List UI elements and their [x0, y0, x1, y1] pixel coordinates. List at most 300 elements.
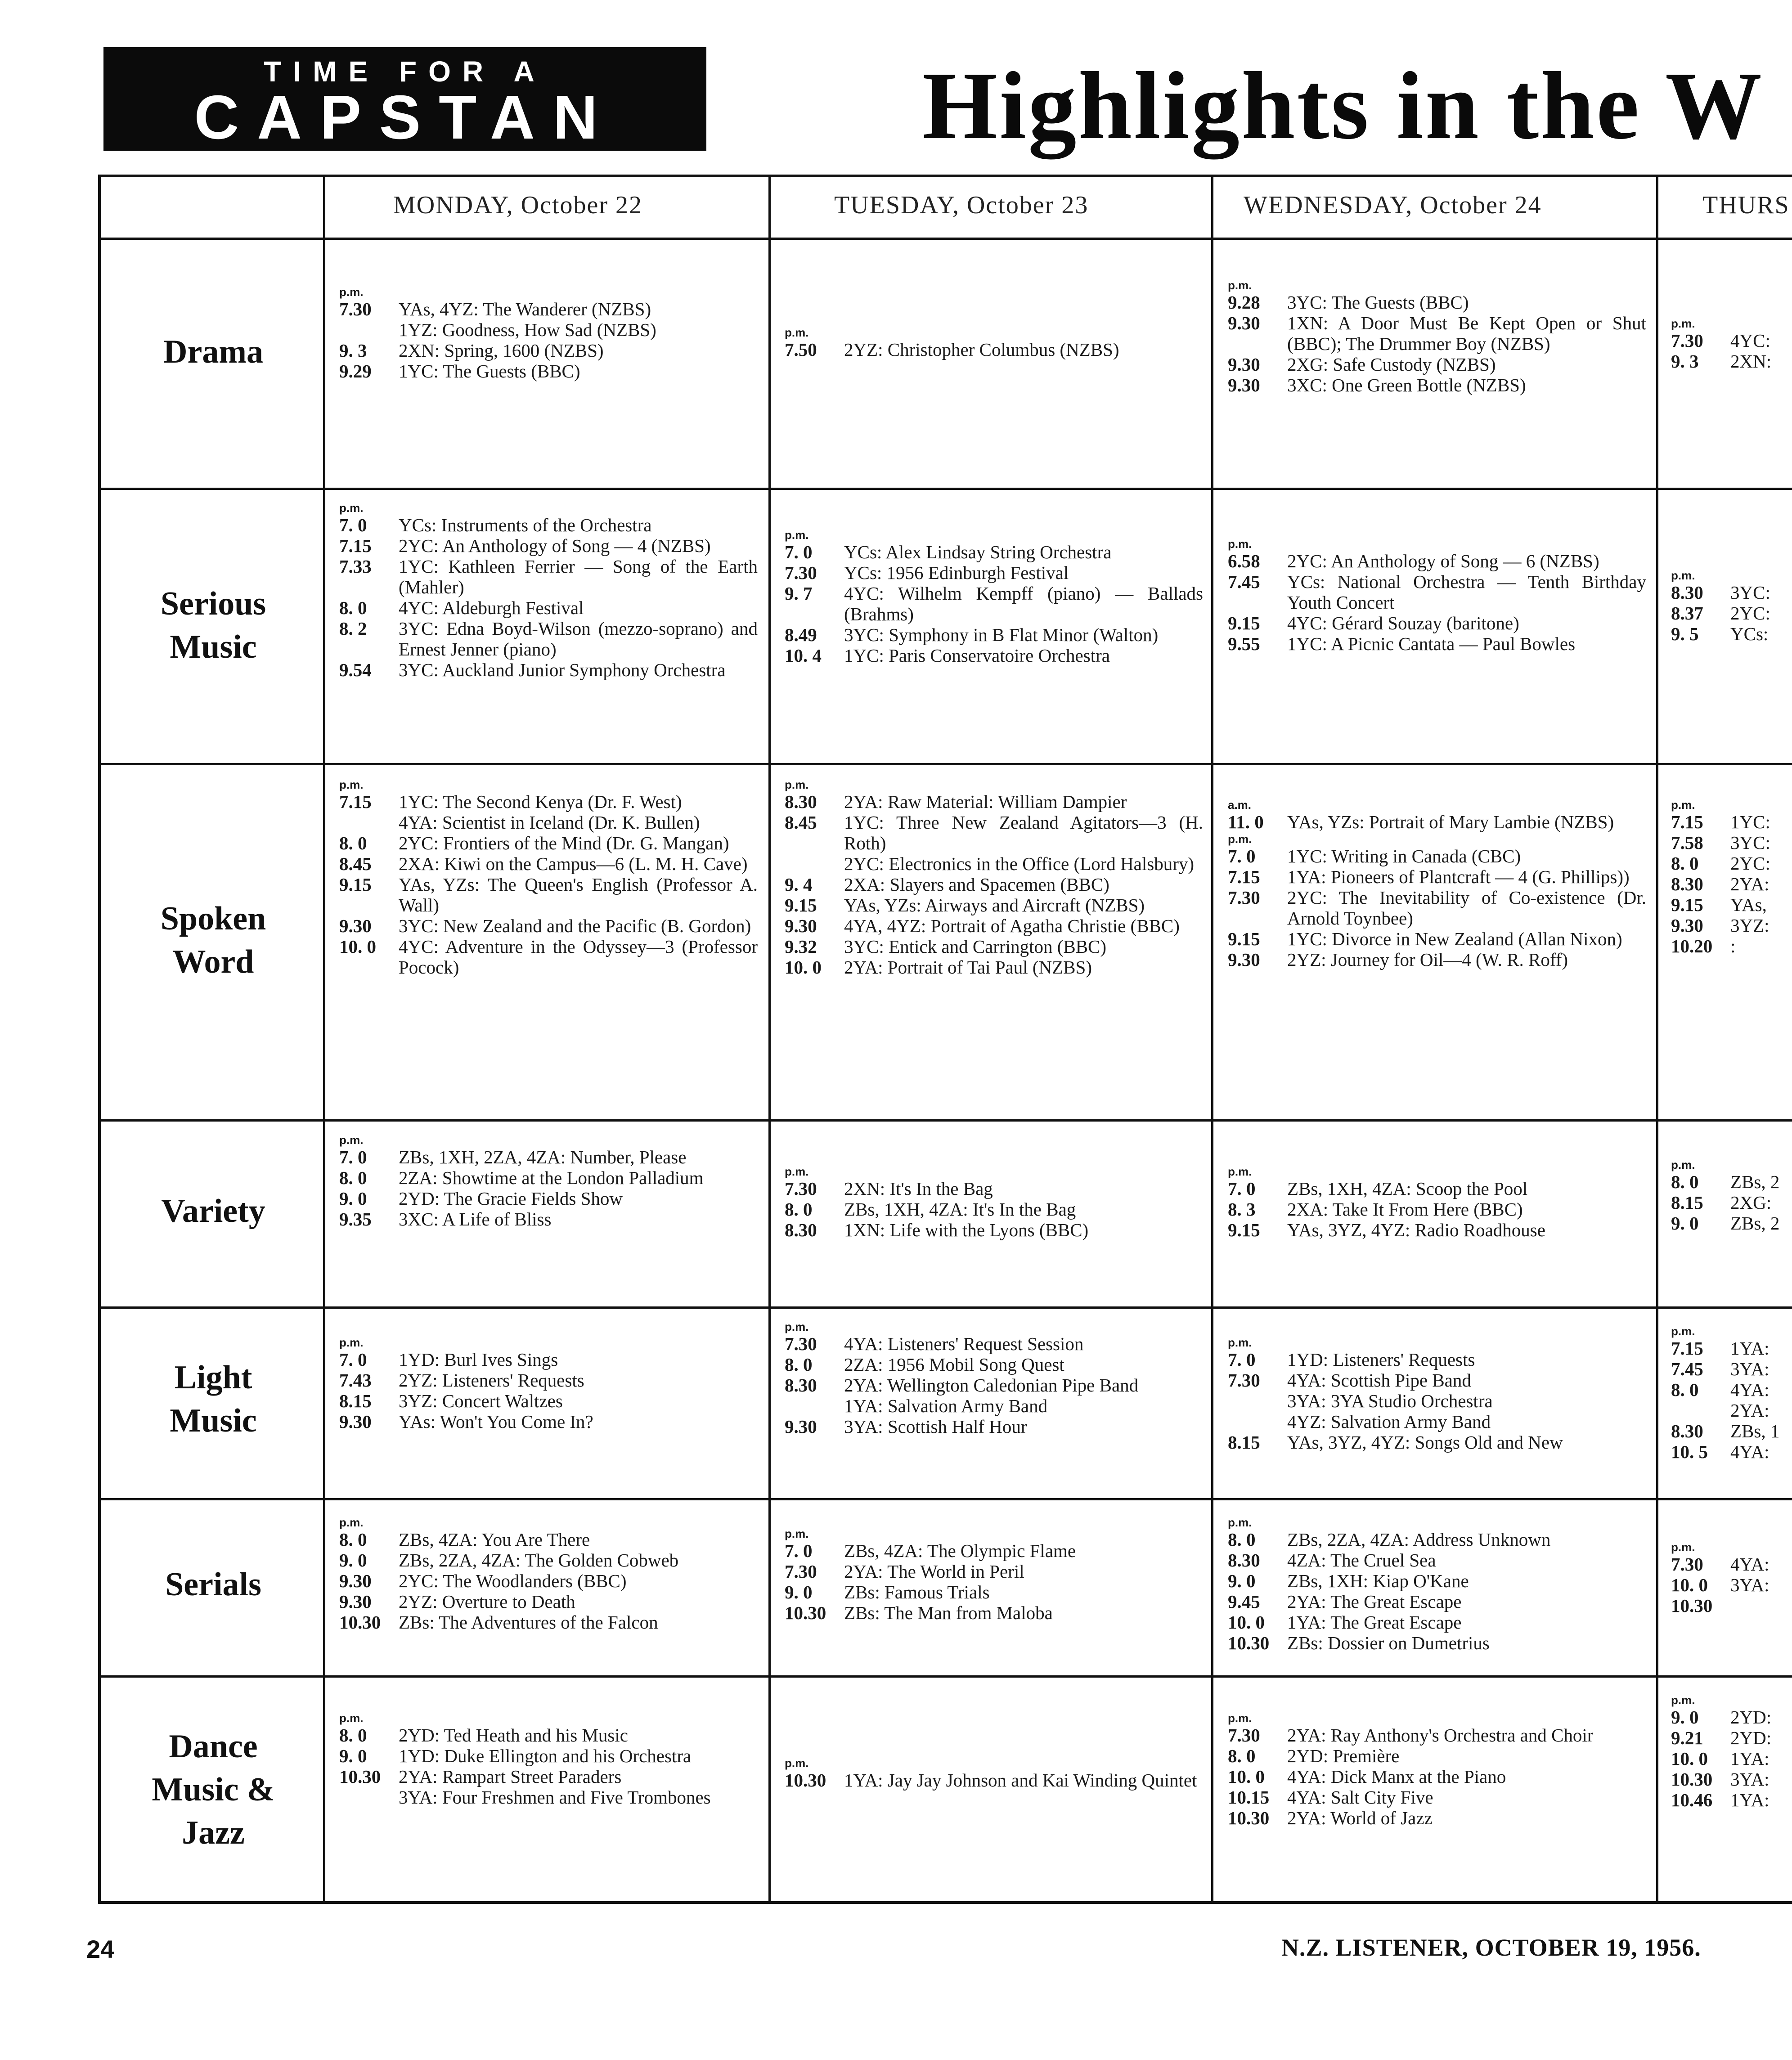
programme-entry: [339, 1571, 758, 1591]
programme-title: 2YC:: [1730, 853, 1770, 874]
programme-time: [785, 1396, 842, 1416]
category-drama: Drama: [163, 333, 263, 370]
programme-title: 4ZA: The Cruel Sea: [1287, 1550, 1436, 1571]
programme-entry: [339, 1787, 758, 1808]
row-divider: [101, 488, 1792, 490]
programme-time: [339, 1787, 397, 1808]
programme-title: 2XN:: [1730, 351, 1772, 372]
day-header-tuesday: TUESDAY, October 23: [834, 191, 1089, 219]
programme-title: 2YA: The Great Escape: [1287, 1591, 1462, 1612]
programme-entry: [1671, 1595, 1792, 1616]
column-divider: [1656, 177, 1658, 1901]
programme-entry: [1671, 915, 1792, 936]
programme-entry: [339, 1370, 758, 1391]
programme-entry: [1671, 936, 1792, 956]
programme-time: 10.30: [1228, 1633, 1270, 1653]
programme-title: 1YA: Salvation Army Band: [844, 1396, 1048, 1416]
programme-time: 8. 0: [1671, 1379, 1699, 1400]
programme-time: 7.43: [339, 1370, 372, 1391]
programme-title: 1YC: Three New Zealand Agitators—3 (H. Roth): [844, 812, 1203, 853]
programme-title: 2YC: An Anthology of Song — 4 (NZBS): [399, 535, 711, 556]
programme-time: 9.15: [785, 895, 817, 916]
category-serious-music: Serious Music: [160, 585, 266, 665]
programme-time: 9.15: [1228, 1220, 1260, 1240]
programme-title: 1YC: Divorce in New Zealand (Allan Nixon): [1287, 929, 1622, 949]
programme-entry: [1671, 1748, 1792, 1769]
programme-title: ZBs, 1XH: Kiap O'Kane: [1287, 1571, 1469, 1591]
programme-title: 2YA: Rampart Street Paraders: [399, 1766, 622, 1787]
programme-title: 2ZA: Showtime at the London Palladium: [399, 1167, 704, 1188]
programme-title: ZBs, 4ZA: You Are There: [399, 1529, 590, 1550]
time-period-label: p.m.: [1228, 1711, 1252, 1725]
programme-entry: [1671, 1171, 1792, 1192]
programme-time: 8. 0: [1228, 1746, 1256, 1766]
programme-entry: [339, 361, 758, 381]
programme-time: 8.15: [1228, 1432, 1260, 1453]
programme-entry: [1228, 846, 1646, 866]
programme-entry: [339, 556, 758, 597]
programme-entry: [339, 1349, 758, 1370]
programme-title: 3YA:: [1730, 1769, 1770, 1790]
programme-entry: [1671, 1213, 1792, 1234]
programme-entry: [339, 299, 758, 319]
programme-entry: [1228, 1178, 1646, 1199]
programme-entry: [1671, 832, 1792, 853]
programme-entry: [785, 562, 1203, 583]
programme-title: YCs:: [1730, 624, 1769, 644]
programme-time: 7.15: [1671, 1338, 1703, 1359]
programme-entry: [1228, 1787, 1646, 1808]
programme-time: [339, 319, 397, 340]
programme-time: 7.30: [1671, 330, 1703, 351]
programme-title: 2YA:: [1730, 1400, 1770, 1421]
programme-entry: [339, 1411, 758, 1432]
programme-title: 3YC:: [1730, 582, 1770, 603]
programme-entry: [785, 1199, 1203, 1220]
programme-title: 4YC: Aldeburgh Festival: [399, 597, 584, 618]
programme-time: 9.15: [1671, 894, 1703, 915]
time-period-label: p.m.: [1671, 1158, 1695, 1171]
schedule-cell: [785, 326, 1203, 483]
programme-entry: [339, 936, 758, 978]
programme-entry: [1228, 1633, 1646, 1653]
programme-time: 8. 0: [339, 1529, 367, 1550]
programme-title: YAs,: [1730, 894, 1767, 915]
programme-title: ZBs, 2ZA, 4ZA: Address Unknown: [1287, 1529, 1551, 1550]
schedule-cell: [339, 1516, 758, 1671]
programme-entry: [339, 1147, 758, 1167]
programme-entry: [1228, 1411, 1646, 1432]
row-divider: [101, 238, 1792, 240]
programme-time: 9.30: [1228, 375, 1260, 395]
programme-title: YCs: 1956 Edinburgh Festival: [844, 562, 1069, 583]
programme-time: 10. 0: [785, 957, 822, 978]
programme-title: 3XC: One Green Bottle (NZBS): [1287, 375, 1526, 395]
programme-time: 6.58: [1228, 551, 1260, 571]
programme-title: 4YA: Salt City Five: [1287, 1787, 1433, 1808]
programme-title: 2YC: Electronics in the Office (Lord Halsbury): [844, 853, 1195, 874]
time-period-label: p.m.: [339, 1516, 364, 1529]
programme-time: 8. 3: [1228, 1199, 1256, 1220]
programme-title: 4YA:: [1730, 1554, 1770, 1575]
programme-time: 9. 4: [785, 874, 813, 895]
programme-entry: [339, 1591, 758, 1612]
programme-title: 2XA: Slayers and Spacemen (BBC): [844, 874, 1109, 895]
programme-entry: [1671, 582, 1792, 603]
programme-time: 9.28: [1228, 292, 1260, 313]
programme-entry: [1671, 1421, 1792, 1441]
programme-entry: [1671, 1359, 1792, 1379]
schedule-cell: [785, 1527, 1203, 1671]
programme-time: 8. 0: [339, 1725, 367, 1746]
programme-title: ZBs, 1: [1730, 1421, 1780, 1441]
programme-title: 2YC: An Anthology of Song — 6 (NZBS): [1287, 551, 1599, 571]
time-period-label: p.m.: [1228, 832, 1252, 846]
programme-time: 7. 0: [339, 515, 367, 535]
programme-time: 9.15: [339, 874, 372, 895]
programme-entry: [339, 1188, 758, 1209]
programme-time: 9.21: [1671, 1728, 1703, 1748]
programme-title: 2YD:: [1730, 1707, 1772, 1728]
programme-entry: [1228, 1529, 1646, 1550]
programme-entry: [1671, 1441, 1792, 1462]
programme-title: 2XG:: [1730, 1192, 1772, 1213]
programme-title: 2YA: World of Jazz: [1287, 1808, 1433, 1828]
programme-entry: [785, 1354, 1203, 1375]
programme-time: 9.45: [1228, 1591, 1260, 1612]
time-period-label: p.m.: [1228, 1336, 1252, 1349]
programme-title: 2XN: Spring, 1600 (NZBS): [399, 340, 604, 361]
programme-time: 9.30: [339, 916, 372, 936]
programme-time: 8.45: [339, 853, 372, 874]
schedule-cell: [785, 1165, 1203, 1302]
programme-title: YCs: Instruments of the Orchestra: [399, 515, 652, 535]
programme-title: 3YC: Edna Boyd-Wilson (mezzo-soprano) and Ernest Jenner (piano): [399, 618, 758, 660]
programme-entry: [1671, 894, 1792, 915]
programme-time: 7.50: [785, 339, 817, 360]
time-period-label: p.m.: [1671, 569, 1695, 582]
category-spoken-word: Spoken Word: [160, 900, 266, 980]
row-divider: [101, 1119, 1792, 1122]
programme-time: 7. 0: [1228, 1349, 1256, 1370]
programme-time: 10. 4: [785, 645, 822, 666]
programme-time: 7. 0: [785, 1540, 813, 1561]
schedule-cell: [339, 1711, 758, 1896]
programme-time: 7.30: [339, 299, 372, 319]
programme-time: 8.15: [339, 1391, 372, 1411]
programme-time: 7.15: [339, 791, 372, 812]
schedule-cell: [339, 1336, 758, 1493]
programme-title: 3YA:: [1730, 1359, 1770, 1379]
programme-time: 9.32: [785, 936, 817, 957]
programme-title: 2YC: The Inevitability of Co-existence (Dr. Arnold Toynbee): [1287, 887, 1646, 929]
schedule-cell: [339, 285, 758, 483]
programme-title: 2YA:: [1730, 874, 1770, 894]
time-period-label: a.m.: [1228, 798, 1252, 812]
programme-title: 2YC:: [1730, 603, 1770, 624]
programme-entry: [339, 660, 758, 680]
programme-title: ZBs, 2: [1730, 1171, 1780, 1192]
time-period-label: p.m.: [1671, 798, 1695, 812]
programme-entry: [339, 1725, 758, 1746]
programme-title: 3YA: Four Freshmen and Five Trombones: [399, 1787, 711, 1808]
programme-entry: [1228, 571, 1646, 613]
programme-time: 8. 0: [339, 1167, 367, 1188]
programme-entry: [1671, 1769, 1792, 1790]
programme-entry: [785, 1582, 1203, 1602]
schedule-cell: [339, 1133, 758, 1302]
programme-time: [1228, 1391, 1285, 1411]
programme-time: 9.35: [339, 1209, 372, 1230]
programme-title: 1YC: The Guests (BBC): [399, 361, 580, 381]
programme-title: 2YA: Portrait of Tai Paul (NZBS): [844, 957, 1092, 978]
programme-time: 7.15: [1228, 866, 1260, 887]
time-period-label: p.m.: [1228, 537, 1252, 551]
time-period-label: p.m.: [1228, 1165, 1252, 1178]
programme-entry: [785, 1561, 1203, 1582]
time-period-label: p.m.: [339, 1336, 364, 1349]
programme-time: 10. 0: [1228, 1766, 1265, 1787]
programme-entry: [785, 1770, 1203, 1791]
programme-entry: [785, 916, 1203, 936]
day-header-wednesday: WEDNESDAY, October 24: [1244, 191, 1542, 219]
programme-entry: [1228, 1808, 1646, 1828]
programme-time: 8. 2: [339, 618, 367, 639]
programme-time: 7.30: [785, 1333, 817, 1354]
programme-entry: [1228, 551, 1646, 571]
programme-time: 8.30: [1671, 874, 1703, 894]
programme-time: 7. 0: [339, 1147, 367, 1167]
programme-title: 3YC: The Guests (BBC): [1287, 292, 1469, 313]
programme-time: 8. 0: [1228, 1529, 1256, 1550]
programme-entry: [1671, 1192, 1792, 1213]
programme-title: 2ZA: 1956 Mobil Song Quest: [844, 1354, 1064, 1375]
time-period-label: p.m.: [339, 1711, 364, 1725]
programme-title: 2XA: Kiwi on the Campus—6 (L. M. H. Cave): [399, 853, 748, 874]
programme-time: 7.15: [339, 535, 372, 556]
schedule-cell: [339, 778, 758, 1115]
programme-title: YAs, 4YZ: The Wanderer (NZBS): [399, 299, 651, 319]
programme-time: 9.30: [1671, 915, 1703, 936]
programme-time: 7.15: [1671, 812, 1703, 832]
programme-title: 2YZ: Christopher Columbus (NZBS): [844, 339, 1119, 360]
time-period-label: p.m.: [1671, 1540, 1695, 1554]
programme-entry: [1228, 1432, 1646, 1453]
programme-time: 10.20: [1671, 936, 1713, 956]
row-divider: [101, 1675, 1792, 1678]
schedule-cell: [1228, 1711, 1646, 1896]
programme-time: 7. 0: [785, 542, 813, 562]
programme-entry: [1228, 866, 1646, 887]
category-variety: Variety: [161, 1193, 265, 1230]
programme-title: 3YC: Entick and Carrington (BBC): [844, 936, 1107, 957]
programme-title: 2YC: Frontiers of the Mind (Dr. G. Mangan): [399, 833, 729, 853]
programme-time: 9. 0: [1671, 1707, 1699, 1728]
time-period-label: p.m.: [785, 528, 809, 542]
programme-time: 8. 0: [1671, 853, 1699, 874]
schedule-cell: [1228, 1336, 1646, 1493]
schedule-cell: [1671, 1324, 1792, 1493]
programme-title: 2YA: Wellington Caledonian Pipe Band: [844, 1375, 1139, 1396]
time-period-label: p.m.: [339, 1133, 364, 1147]
programme-title: 2YZ: Listeners' Requests: [399, 1370, 584, 1391]
programme-title: ZBs, 1XH, 4ZA: It's In the Bag: [844, 1199, 1076, 1220]
category-light-music: Light Music: [170, 1359, 257, 1439]
programme-title: 2YA: Raw Material: William Dampier: [844, 791, 1127, 812]
programme-title: 1YD: Burl Ives Sings: [399, 1349, 558, 1370]
programme-time: 7.30: [1228, 887, 1260, 908]
programme-title: 4YA: Dick Manx at the Piano: [1287, 1766, 1506, 1787]
programme-title: 1YC: Writing in Canada (CBC): [1287, 846, 1521, 866]
programme-time: 10.30: [1228, 1808, 1270, 1828]
schedule-cell: [1671, 569, 1792, 758]
programme-entry: [339, 1391, 758, 1411]
schedule-cell: [1671, 1158, 1792, 1302]
programme-title: 3YA:: [1730, 1575, 1770, 1595]
publication-line: N.Z. LISTENER, OCTOBER 19, 1956.: [1281, 1934, 1701, 1961]
logo-tagline: TIME FOR A: [264, 55, 546, 88]
programme-title: YAs, 3YZ, 4YZ: Songs Old and New: [1287, 1432, 1563, 1453]
time-period-label: p.m.: [785, 778, 809, 791]
programme-time: 10.15: [1228, 1787, 1270, 1808]
time-period-label: p.m.: [339, 501, 364, 515]
programme-entry: [1671, 603, 1792, 624]
programme-entry: [1228, 1391, 1646, 1411]
programme-entry: [1228, 354, 1646, 375]
programme-entry: [1671, 812, 1792, 832]
programme-title: 2XN: It's In the Bag: [844, 1178, 993, 1199]
capstan-logo: [103, 47, 706, 151]
programme-time: 9.30: [339, 1591, 372, 1612]
category-dance-music-jazz: Dance Music & Jazz: [152, 1728, 275, 1851]
schedule-table: [98, 175, 1792, 1904]
programme-title: 2YC: The Woodlanders (BBC): [399, 1571, 627, 1591]
programme-title: 3YA: Scottish Half Hour: [844, 1416, 1027, 1437]
day-header-monday: MONDAY, October 22: [393, 191, 642, 219]
programme-entry: [1228, 292, 1646, 313]
programme-title: 1YA:: [1730, 1790, 1770, 1810]
programme-entry: [339, 1529, 758, 1550]
programme-entry: [785, 624, 1203, 645]
programme-title: 1YC: The Second Kenya (Dr. F. West): [399, 791, 682, 812]
programme-time: 9.30: [1228, 354, 1260, 375]
programme-time: 9.30: [1228, 313, 1260, 333]
programme-entry: [1228, 929, 1646, 949]
programme-entry: [1671, 1575, 1792, 1595]
time-period-label: p.m.: [339, 778, 364, 791]
programme-time: 9. 0: [339, 1188, 367, 1209]
programme-title: YAs, YZs: Airways and Aircraft (NZBS): [844, 895, 1145, 916]
programme-entry: [339, 812, 758, 833]
programme-title: 1XN: A Door Must Be Kept Open or Shut (BBC); The Drummer Boy (NZBS): [1287, 313, 1646, 354]
programme-title: 4YC: Adventure in the Odyssey—3 (Professor Pocock): [399, 936, 758, 978]
programme-time: 9.29: [339, 361, 372, 381]
programme-title: 2YD: Ted Heath and his Music: [399, 1725, 628, 1746]
programme-title: 2YZ: Overture to Death: [399, 1591, 575, 1612]
programme-title: 2XG: Safe Custody (NZBS): [1287, 354, 1496, 375]
programme-time: 9. 0: [339, 1746, 367, 1766]
programme-entry: [1228, 1725, 1646, 1746]
programme-time: 9.30: [339, 1571, 372, 1591]
logo-brand: CAPSTAN: [194, 83, 616, 152]
programme-time: 9. 5: [1671, 624, 1699, 644]
programme-time: 9.30: [785, 1416, 817, 1437]
programme-time: 8.49: [785, 624, 817, 645]
programme-entry: [339, 1167, 758, 1188]
programme-time: 8.45: [785, 812, 817, 833]
programme-title: 1YA: Pioneers of Plantcraft — 4 (G. Phillips)): [1287, 866, 1630, 887]
schedule-cell: [1228, 1165, 1646, 1302]
programme-time: 10.30: [785, 1602, 826, 1623]
programme-entry: [785, 1396, 1203, 1416]
schedule-cell: [785, 778, 1203, 1115]
programme-entry: [1228, 375, 1646, 395]
programme-entry: [785, 542, 1203, 562]
programme-title: 2YD:: [1730, 1728, 1772, 1748]
programme-time: 9.15: [1228, 929, 1260, 949]
programme-entry: [339, 916, 758, 936]
programme-entry: [339, 319, 758, 340]
time-period-label: p.m.: [785, 1165, 809, 1178]
time-period-label: p.m.: [339, 285, 364, 299]
schedule-cell: [1228, 537, 1646, 758]
programme-time: 7.30: [785, 1178, 817, 1199]
schedule-cell: [1671, 1693, 1792, 1896]
programme-time: 8.15: [1671, 1192, 1703, 1213]
programme-entry: [1671, 1707, 1792, 1728]
programme-time: [1671, 1400, 1729, 1421]
time-period-label: p.m.: [785, 1756, 809, 1770]
programme-entry: [339, 1766, 758, 1787]
programme-title: 2YD: Première: [1287, 1746, 1400, 1766]
time-period-label: p.m.: [1228, 1516, 1252, 1529]
programme-entry: [1228, 1220, 1646, 1240]
time-period-label: p.m.: [1671, 1324, 1695, 1338]
programme-title: 3XC: A Life of Bliss: [399, 1209, 552, 1230]
programme-time: 7.30: [785, 562, 817, 583]
programme-time: 7. 0: [339, 1349, 367, 1370]
programme-time: 8.37: [1671, 603, 1703, 624]
column-divider: [768, 177, 771, 1901]
programme-title: 1YZ: Goodness, How Sad (NZBS): [399, 319, 656, 340]
programme-entry: [1228, 1199, 1646, 1220]
programme-title: :: [1730, 936, 1736, 956]
programme-entry: [1228, 812, 1646, 832]
programme-entry: [1228, 313, 1646, 354]
programme-time: 9. 0: [1671, 1213, 1699, 1234]
programme-time: 11. 0: [1228, 812, 1264, 832]
programme-time: 8. 0: [785, 1354, 813, 1375]
programme-title: 1YA: The Great Escape: [1287, 1612, 1462, 1633]
schedule-cell: [1228, 798, 1646, 1115]
programme-time: 8. 0: [1671, 1171, 1699, 1192]
schedule-cell: [1671, 317, 1792, 483]
programme-title: 1YD: Listeners' Requests: [1287, 1349, 1475, 1370]
programme-time: 7. 0: [1228, 846, 1256, 866]
programme-time: [339, 812, 397, 833]
schedule-cell: [1228, 278, 1646, 483]
programme-title: 2YA: Ray Anthony's Orchestra and Choir: [1287, 1725, 1594, 1746]
programme-entry: [339, 515, 758, 535]
schedule-cell: [1228, 1516, 1646, 1671]
programme-time: 7.30: [1228, 1725, 1260, 1746]
programme-time: 8.30: [1228, 1550, 1260, 1571]
programme-time: 10.30: [1671, 1595, 1713, 1616]
programme-entry: [1228, 633, 1646, 654]
programme-time: 8.30: [785, 1220, 817, 1240]
programme-entry: [1671, 1554, 1792, 1575]
programme-entry: [785, 583, 1203, 624]
